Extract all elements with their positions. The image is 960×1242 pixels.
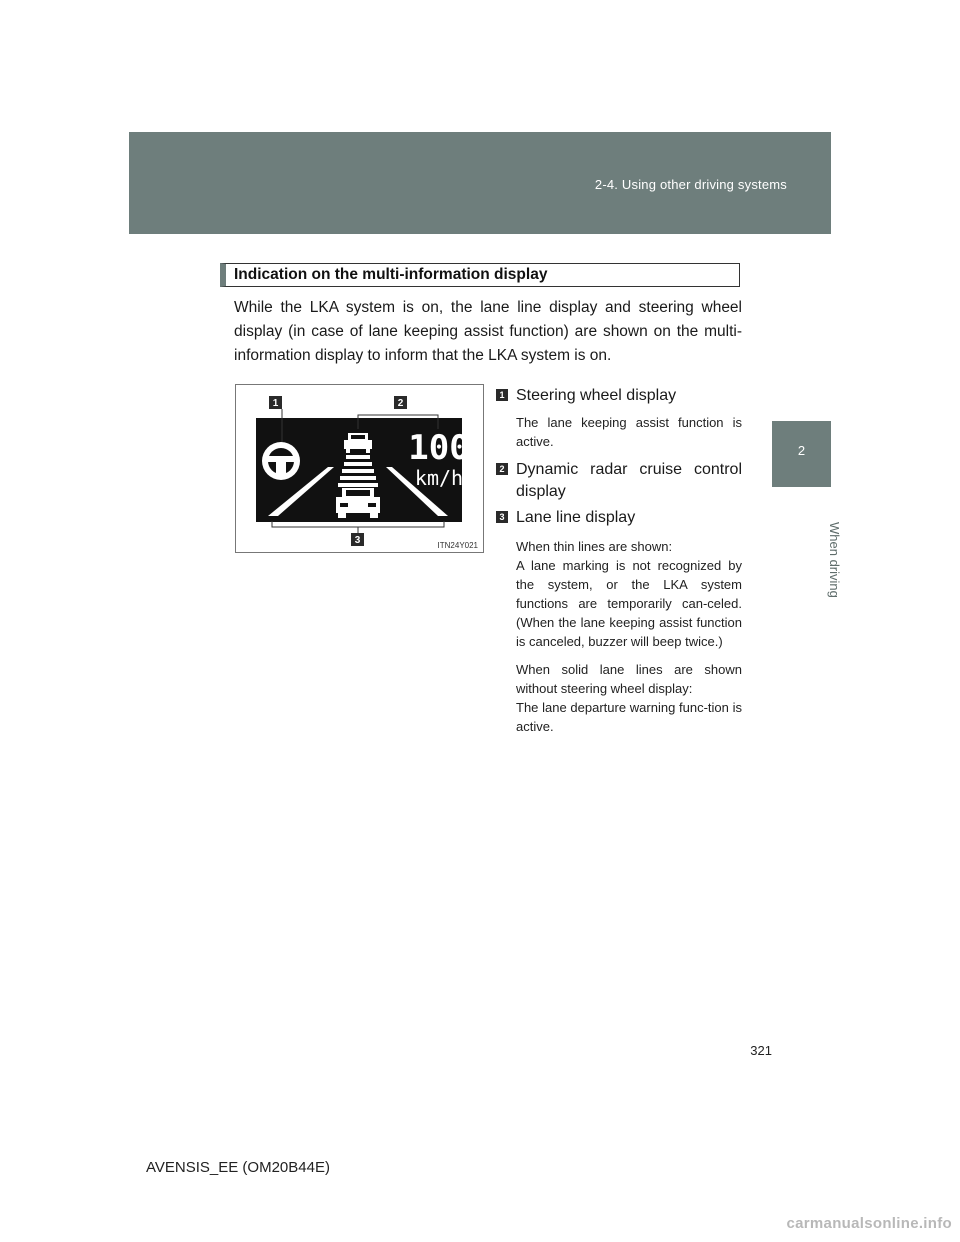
legend-description: When solid lane lines are shown without steering wheel display: [516,662,742,696]
legend-description: The lane keeping assist function is active. [516,415,742,449]
speed-readout: 100 [408,428,470,468]
section-heading: Indication on the multi-information display [220,263,740,287]
legend-item-3 [496,507,742,736]
page-number: 321 [750,1043,772,1058]
model-code: AVENSIS_EE (OM20B44E) [146,1159,330,1176]
display-diagram [236,385,485,554]
lka-display-illustration [235,384,484,553]
legend-description: The lane departure warning func-tion is active. [516,700,742,734]
legend-number-badge: 3 [496,511,508,523]
running-header: 2-4. Using other driving systems [594,177,787,192]
callout-number-1: 1 [272,398,279,409]
chapter-tab[interactable] [772,421,831,487]
legend-number-badge: 2 [496,463,508,475]
legend-title: Steering wheel display [516,387,677,404]
legend-description: When thin lines are shown: [516,539,673,554]
legend-description: A lane marking is not recognized by the system, or the LKA system functions are temporarily can-celed. (When the lane keeping assist function is canceled, buzzer will beep twice.) [516,558,742,649]
callout-number-2: 2 [397,398,404,409]
figure-code: ITN24Y021 [437,541,478,550]
legend-title: Dynamic radar cruise control display [516,461,742,500]
legend-number-badge: 1 [496,389,508,401]
chapter-number: 2 [797,443,806,458]
speed-unit: km/h [414,466,464,490]
legend-title: Lane line display [516,509,636,526]
steering-wheel-icon [262,442,300,480]
header-bar [129,132,831,234]
intro-paragraph: While the LKA system is on, the lane line display and steering wheel display (in case of lane keeping assist function) are shown on the multi-information display to inform that the LKA system is on. [234,299,742,364]
legend-item-1 [496,385,742,451]
legend-item-2 [496,459,742,503]
chapter-label: When driving [827,522,842,598]
watermark: carmanualsonline.info [786,1215,952,1232]
callout-number-3: 3 [354,535,361,546]
